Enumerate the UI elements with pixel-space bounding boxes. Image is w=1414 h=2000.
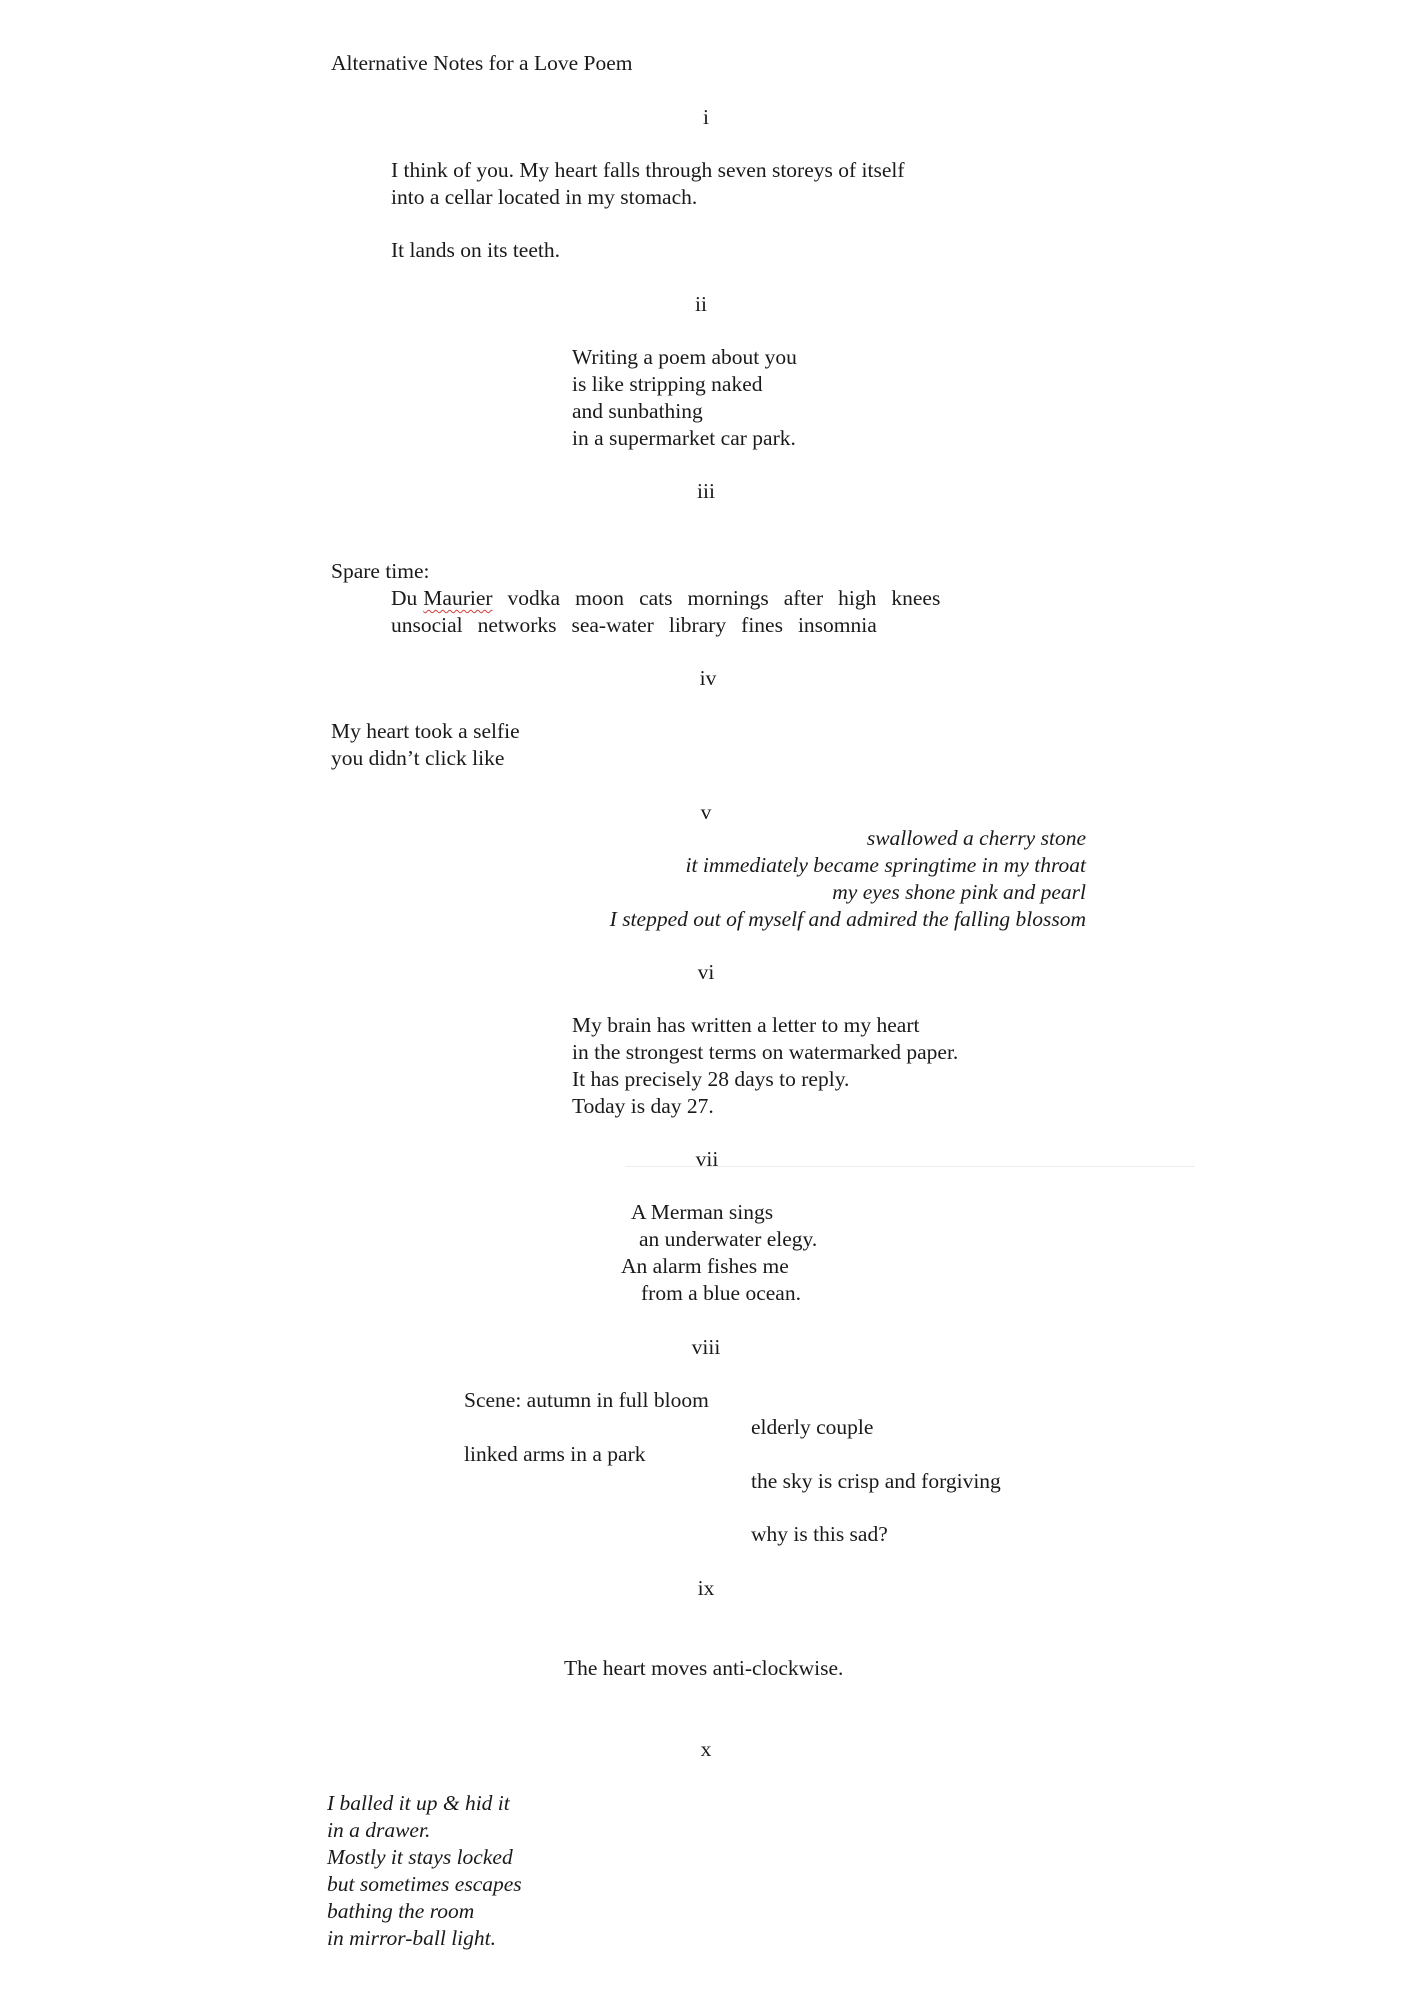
word: library [668,613,727,637]
section-vii-line-1: A Merman sings [631,1200,774,1224]
section-x-line-2: in a drawer. [327,1818,431,1842]
section-x-line-6: in mirror-ball light. [327,1926,496,1950]
word: moon [575,586,625,610]
section-numeral-v: v [700,800,712,824]
word: sea-water [571,613,654,637]
word: mornings [687,586,769,610]
section-vii-line-3: An alarm fishes me [621,1254,789,1278]
section-ii-line-1: Writing a poem about you [572,345,797,369]
section-numeral-iii: iii [697,479,715,503]
section-i-line-1: I think of you. My heart falls through seven storeys of itself [391,158,905,182]
section-vi-line-2: in the strongest terms on watermarked paper. [572,1040,959,1064]
section-x-line-1: I balled it up & hid it [327,1791,510,1815]
word: networks [477,613,557,637]
section-numeral-iv: iv [699,666,717,690]
section-vii-line-4: from a blue ocean. [641,1281,801,1305]
section-vii-line-2: an underwater elegy. [639,1227,818,1251]
section-ii-line-4: in a supermarket car park. [572,426,796,450]
word: Du [391,586,418,610]
section-v-line-1: swallowed a cherry stone [866,826,1086,850]
word: cats [639,586,673,610]
section-viii-line-2: elderly couple [751,1415,874,1439]
section-vi-line-1: My brain has written a letter to my heart [572,1013,920,1037]
section-iv-line-1: My heart took a selfie [331,719,520,743]
section-i-line-2: into a cellar located in my stomach. [391,185,698,209]
section-numeral-viii: viii [691,1335,721,1359]
section-numeral-ii: ii [695,292,707,316]
section-numeral-vi: vi [697,960,715,984]
section-x-line-3: Mostly it stays locked [327,1845,513,1869]
section-v-line-2: it immediately became springtime in my throat [685,853,1086,877]
section-x-line-4: but sometimes escapes [327,1872,522,1896]
section-ii-line-2: is like stripping naked [572,372,763,396]
word: fines [741,613,783,637]
section-numeral-x: x [700,1737,712,1761]
section-ix-line-1: The heart moves anti-clockwise. [564,1656,844,1680]
word: insomnia [797,613,877,637]
section-viii-line-3: linked arms in a park [464,1442,646,1466]
word: unsocial [391,613,463,637]
spare-time-row-2 [391,612,877,639]
word: after [783,586,824,610]
section-x-line-5: bathing the room [327,1899,475,1923]
spare-time-row-1 [391,585,940,612]
spare-time-label: Spare time: [331,559,430,583]
poem-title: Alternative Notes for a Love Poem [331,51,633,75]
section-numeral-i: i [703,105,709,129]
section-viii-line-1: Scene: autumn in full bloom [464,1388,709,1412]
section-i-line-3: It lands on its teeth. [391,238,560,262]
section-v-line-4: I stepped out of myself and admired the falling blossom [609,907,1086,931]
section-v-line-3: my eyes shone pink and pearl [832,880,1086,904]
section-vi-line-4: Today is day 27. [572,1094,714,1118]
section-vi-line-3: It has precisely 28 days to reply. [572,1067,850,1091]
word: high [838,586,877,610]
word-misspelled: Maurier [423,586,493,610]
section-numeral-ix: ix [697,1576,715,1600]
section-numeral-vii: vii [695,1147,719,1171]
word: knees [891,586,941,610]
section-viii-line-5: why is this sad? [751,1522,888,1546]
section-viii-line-4: the sky is crisp and forgiving [751,1469,1001,1493]
section-ii-line-3: and sunbathing [572,399,703,423]
section-iv-line-2: you didn’t click like [331,746,505,770]
word: vodka [507,586,561,610]
